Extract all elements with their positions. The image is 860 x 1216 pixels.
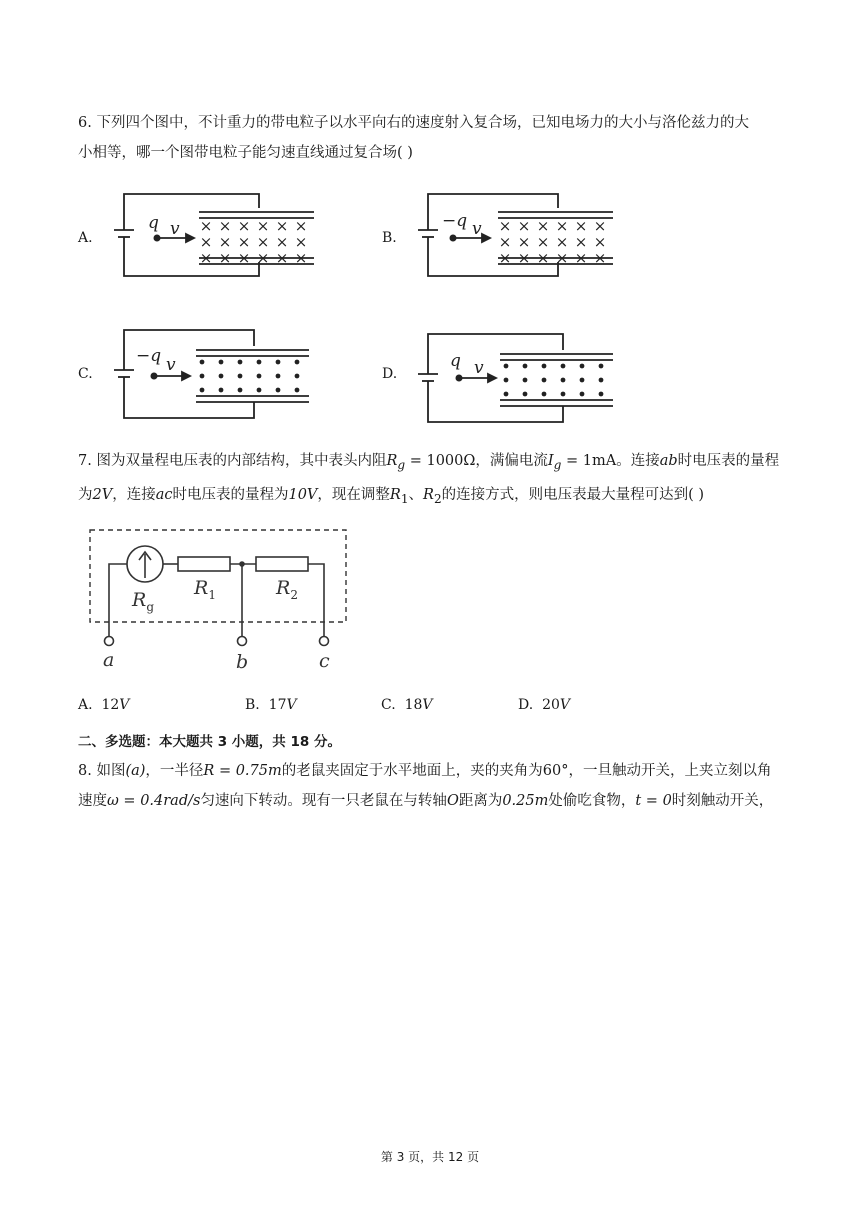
field-dots-c [200,360,300,393]
field-dot-symbol [504,392,509,397]
field-cross-symbol: × [498,233,512,251]
option-b-label: B. [382,230,397,246]
field-cross-symbol: × [256,233,270,251]
field-dot-symbol [561,364,566,369]
field-dot-symbol [276,388,281,393]
question-7-text [78,446,790,514]
field-cross-symbol: × [555,249,569,267]
field-dot-symbol [542,364,547,369]
field-dot-symbol [276,360,281,365]
choice-c: C. 18V [381,697,433,713]
choice-d: D. 20V [518,697,571,713]
field-cross-symbol: × [256,249,270,267]
field-cross-symbol: × [574,233,588,251]
circuit-figure-b [408,190,628,282]
charge-label-d: q [450,351,461,371]
circuit-figure-c [104,326,324,422]
field-cross-symbol: × [294,217,308,235]
field-dot-symbol [238,374,243,379]
field-cross-symbol: × [218,249,232,267]
field-cross-symbol: × [536,249,550,267]
terminal-c-label: c [319,650,330,672]
option-a-label: A. [78,230,93,246]
r2-label: $R_2$ [276,577,298,602]
rg-label: $R_g$ [132,589,154,614]
charge-label-b: −q [442,211,468,231]
field-dot-symbol [200,374,205,379]
field-cross-symbol: × [517,233,531,251]
page-footer: 第 3 页，共 12 页 [380,1150,480,1164]
question-7-line-2: 为2V，连接ac时电压表的量程为10V，现在调整$R_1$、$R_2$的连接方式，则电压表最大量程可达到( ) [78,486,705,506]
velocity-label-a: v [170,219,180,239]
field-dot-symbol [580,392,585,397]
field-dot-symbol [257,388,262,393]
field-dot-symbol [504,364,509,369]
field-dot-symbol [523,364,528,369]
field-dot-symbol [580,364,585,369]
question-6-line-1: 6. 下列四个图中，不计重力的带电粒子以水平向右的速度射入复合场，已知电场力的大小与洛伦兹力的大 [78,115,749,131]
field-cross-symbol: × [237,233,251,251]
field-cross-symbol: × [275,233,289,251]
field-dot-symbol [599,378,604,383]
field-cross-symbol: × [294,249,308,267]
choice-a: A. 12V [78,697,130,713]
field-cross-symbol: × [256,217,270,235]
field-cross-symbol: × [593,217,607,235]
field-crosses-b [499,217,607,267]
field-cross-symbol: × [574,217,588,235]
field-dot-symbol [257,374,262,379]
field-dot-symbol [219,360,224,365]
field-dots-d [504,364,604,397]
field-cross-symbol: × [199,249,213,267]
field-cross-symbol: × [593,249,607,267]
field-dot-symbol [276,374,281,379]
option-c-label: C. [78,366,93,382]
charge-label-a: q [148,213,159,233]
field-cross-symbol: × [593,233,607,251]
question-8-line-1: 8. 如图(a)，一半径R = 0.75m的老鼠夹固定于水平地面上，夹的夹角为60°，一旦触动开关，上夹立刻以角 [78,763,772,779]
field-cross-symbol: × [555,233,569,251]
field-dot-symbol [295,374,300,379]
field-dot-symbol [523,392,528,397]
field-dot-symbol [542,392,547,397]
r1-label: $R_1$ [194,577,216,602]
field-dot-symbol [561,392,566,397]
field-cross-symbol: × [498,249,512,267]
field-dot-symbol [238,388,243,393]
field-dot-symbol [257,360,262,365]
field-cross-symbol: × [555,217,569,235]
field-cross-symbol: × [199,217,213,235]
field-dot-symbol [542,378,547,383]
question-7-line-1: 7. 图为双量程电压表的内部结构，其中表头内阻$R_g = 1000\Omega$，满偏电流$I_g = 1mA$。连接ab时电压表的量程 [78,453,780,472]
field-cross-symbol: × [199,233,213,251]
velocity-label-b: v [472,219,482,239]
question-6-text [78,108,790,168]
section-2-heading: 二、多选题：本大题共 3 小题，共 18 分。 [78,734,341,750]
option-d-label: D. [382,366,398,382]
question-8-line-2: 速度ω = 0.4rad/s匀速向下转动。现有一只老鼠在与转轴O距离为0.25m处偷吃食物，t = 0时刻触动开关， [78,793,774,809]
field-cross-symbol: × [294,233,308,251]
field-dot-symbol [219,388,224,393]
circuit-figure-d [408,330,628,426]
terminal-a-label: a [103,649,115,671]
voltmeter-circuit-diagram [84,526,354,676]
field-cross-symbol: × [498,217,512,235]
field-dot-symbol [295,360,300,365]
field-dot-symbol [238,360,243,365]
field-cross-symbol: × [237,249,251,267]
choice-b: B. 17V [245,697,297,713]
field-cross-symbol: × [237,217,251,235]
field-dot-symbol [561,378,566,383]
field-cross-symbol: × [536,233,550,251]
question-6-line-2: 小相等，哪一个图带电粒子能匀速直线通过复合场( ) [78,145,413,161]
field-dot-symbol [599,392,604,397]
terminal-b-label: b [236,651,249,673]
field-dot-symbol [523,378,528,383]
field-dot-symbol [219,374,224,379]
field-cross-symbol: × [517,217,531,235]
field-dot-symbol [200,360,205,365]
field-cross-symbol: × [275,217,289,235]
circuit-figure-a [104,190,324,282]
field-cross-symbol: × [275,249,289,267]
field-cross-symbol: × [218,233,232,251]
field-dot-symbol [504,378,509,383]
field-cross-symbol: × [517,249,531,267]
question-8-text [78,756,790,816]
field-dot-symbol [295,388,300,393]
field-crosses-a [200,217,308,267]
field-dot-symbol [200,388,205,393]
charge-label-c: −q [136,346,162,366]
velocity-label-c: v [166,355,176,375]
field-cross-symbol: × [536,217,550,235]
field-dot-symbol [599,364,604,369]
field-cross-symbol: × [574,249,588,267]
field-dot-symbol [580,378,585,383]
field-cross-symbol: × [218,217,232,235]
velocity-label-d: v [474,358,484,378]
